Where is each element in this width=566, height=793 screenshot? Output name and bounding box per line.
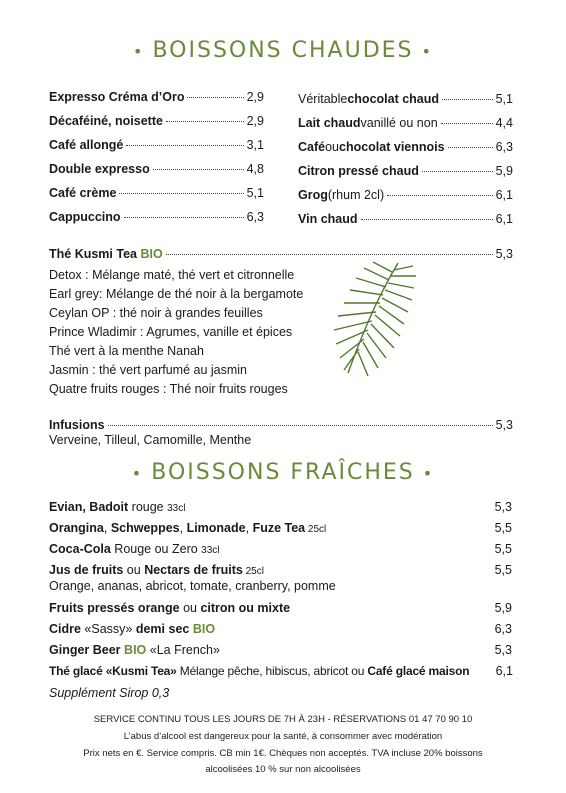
item-price: 5,5 xyxy=(494,542,512,556)
bullet-dot: • xyxy=(421,41,433,61)
item-detail: «Sassy» xyxy=(80,622,136,636)
item-name: Expresso Créma d’Oro xyxy=(49,90,185,104)
menu-item xyxy=(49,643,220,657)
item-name: Grog xyxy=(298,188,328,202)
tea-variety: Ceylan OP : thé noir à grandes feuilles xyxy=(49,306,263,320)
dot-leader xyxy=(126,145,243,146)
palm-leaf-icon xyxy=(328,258,418,380)
item-price: 2,9 xyxy=(246,114,264,128)
item-prefix: Véritable xyxy=(298,92,348,106)
tea-variety: Jasmin : thé vert parfumé au jasmin xyxy=(49,363,247,377)
item-detail: «La French» xyxy=(146,643,220,657)
tea-variety: Quatre fruits rouges : Thé noir fruits rouges xyxy=(49,382,288,396)
item-price: 6,3 xyxy=(246,210,264,224)
item-price: 5,5 xyxy=(494,521,512,535)
item-name-2: Schweppes xyxy=(110,521,180,535)
menu-item-infusions xyxy=(49,418,513,432)
cold-drinks-title: • BOISSONS FRAÎCHES • xyxy=(131,460,435,485)
item-name: Café allongé xyxy=(49,138,124,152)
menu-item xyxy=(49,114,264,128)
item-name: Citron pressé chaud xyxy=(298,164,419,178)
item-name: Orangina xyxy=(49,521,104,535)
item-price: 5,3 xyxy=(494,500,512,514)
menu-item-kusmi xyxy=(49,247,513,261)
dot-leader xyxy=(166,254,493,255)
item-name: Ginger Beer xyxy=(49,643,121,657)
item-name: Cappuccino xyxy=(49,210,121,224)
item-price: 6,1 xyxy=(495,212,513,226)
dot-leader xyxy=(441,123,493,124)
footer-prices: Prix nets en €. Service compris. CB min 1€. Chèques non acceptés. TVA incluse 20% boissons xyxy=(83,748,483,759)
item-price: 6,1 xyxy=(495,664,513,678)
item-price: 6,1 xyxy=(495,188,513,202)
item-name: Evian, Badoit xyxy=(49,500,129,514)
item-name: Thé Kusmi Tea xyxy=(49,247,137,261)
menu-item xyxy=(298,188,513,202)
item-name-4: Fuze Tea xyxy=(252,521,306,535)
item-name-2: Nectars de fruits xyxy=(144,563,243,577)
menu-item xyxy=(49,622,215,636)
item-name: Lait chaud xyxy=(298,116,361,130)
item-price: 5,3 xyxy=(495,418,513,432)
menu-item xyxy=(298,164,513,178)
juice-description: Orange, ananas, abricot, tomate, cranberry, pomme xyxy=(49,579,336,593)
tea-variety: Prince Wladimir : Agrumes, vanille et épices xyxy=(49,325,293,339)
item-name-3: Limonade xyxy=(186,521,246,535)
item-price: 5,1 xyxy=(246,186,264,200)
menu-item xyxy=(49,138,264,152)
footer-service: SERVICE CONTINU TOUS LES JOURS DE 7H À 23H - RÉSERVATIONS 01 47 70 90 10 xyxy=(93,714,473,725)
dot-leader xyxy=(442,99,493,100)
tea-variety: Earl grey: Mélange de thé noir à la bergamote xyxy=(49,287,304,301)
item-volume: 33cl xyxy=(201,545,220,556)
item-price: 2,9 xyxy=(246,90,264,104)
item-price: 5,5 xyxy=(494,563,512,577)
item-name-2: chocolat viennois xyxy=(339,140,445,154)
menu-item xyxy=(49,500,185,514)
item-price: 5,3 xyxy=(494,643,512,657)
bio-badge: BIO xyxy=(192,622,216,636)
item-name: Café crème xyxy=(49,186,117,200)
item-sep: , xyxy=(245,521,253,535)
menu-item xyxy=(298,116,513,130)
item-price: 5,3 xyxy=(495,247,513,261)
item-name-2: demi sec xyxy=(135,622,190,636)
item-volume: 33cl xyxy=(167,503,186,514)
item-sep: , xyxy=(179,521,187,535)
menu-item xyxy=(298,212,513,226)
tea-variety: Detox : Mélange maté, thé vert et citronnelle xyxy=(49,268,295,282)
dot-leader xyxy=(187,97,243,98)
item-detail: vanillé ou non xyxy=(360,116,438,130)
item-price: 4,4 xyxy=(495,116,513,130)
item-name: Vin chaud xyxy=(298,212,358,226)
item-price: 5,9 xyxy=(495,164,513,178)
bullet-dot: • xyxy=(131,463,144,483)
footer-tva: alcoolisées 10 % sur non alcoolisées xyxy=(205,764,361,775)
bullet-dot: • xyxy=(422,463,435,483)
menu-item xyxy=(49,521,326,535)
item-price: 3,1 xyxy=(246,138,264,152)
menu-item xyxy=(49,210,264,224)
tea-variety: Thé vert à la menthe Nanah xyxy=(49,344,204,358)
item-price: 5,9 xyxy=(494,601,512,615)
bio-badge: BIO xyxy=(140,247,163,261)
item-detail: Mélange pêche, hibiscus, abricot ou xyxy=(176,664,368,678)
bio-badge: BIO xyxy=(124,643,147,657)
item-price: 4,8 xyxy=(246,162,264,176)
item-price: 6,3 xyxy=(494,622,512,636)
item-detail: Rouge ou Zero xyxy=(110,542,202,556)
dot-leader xyxy=(387,195,492,196)
item-name: Café xyxy=(298,140,326,154)
dot-leader xyxy=(422,171,493,172)
item-detail: ou xyxy=(179,601,201,615)
dot-leader xyxy=(448,147,493,148)
item-name: Cidre xyxy=(49,622,81,636)
item-price: 6,3 xyxy=(495,140,513,154)
item-name: Double expresso xyxy=(49,162,150,176)
infusions-description: Verveine, Tilleul, Camomille, Menthe xyxy=(49,433,252,447)
footer-alcohol-warning: L’abus d’alcool est dangereux pour la santé, à consommer avec modération xyxy=(123,731,443,742)
dot-leader xyxy=(153,169,244,170)
item-name: Décaféiné, noisette xyxy=(49,114,163,128)
item-name: Coca-Cola xyxy=(49,542,111,556)
menu-item xyxy=(298,140,513,154)
item-name: Thé glacé «Kusmi Tea» xyxy=(49,664,177,678)
item-name: Jus de fruits xyxy=(49,563,124,577)
item-name: Infusions xyxy=(49,418,105,432)
bullet-dot: • xyxy=(133,41,145,61)
hot-drinks-title: • BOISSONS CHAUDES • xyxy=(133,38,433,63)
sirop-supplement: Supplément Sirop 0,3 xyxy=(49,686,170,700)
item-detail: (rhum 2cl) xyxy=(327,188,385,202)
item-volume: 25cl xyxy=(305,524,327,535)
item-name-2: Café glacé maison xyxy=(367,664,470,678)
dot-leader xyxy=(361,219,493,220)
dot-leader xyxy=(166,121,244,122)
menu-item xyxy=(49,542,220,556)
item-name: Fruits pressés orange xyxy=(49,601,180,615)
menu-item xyxy=(49,162,264,176)
item-detail: rouge xyxy=(128,500,168,514)
menu-item xyxy=(298,92,513,106)
menu-item xyxy=(49,563,264,577)
menu-item xyxy=(49,601,290,615)
item-name: chocolat chaud xyxy=(347,92,440,106)
dot-leader xyxy=(108,425,493,426)
item-price: 5,1 xyxy=(495,92,513,106)
menu-item xyxy=(49,186,264,200)
item-name-2: citron ou mixte xyxy=(200,601,291,615)
item-volume: 25cl xyxy=(242,566,264,577)
item-detail: ou xyxy=(123,563,145,577)
dot-leader xyxy=(119,193,243,194)
item-sep: , xyxy=(103,521,111,535)
dot-leader xyxy=(124,217,244,218)
menu-item xyxy=(49,90,264,104)
item-detail: ou xyxy=(325,140,339,154)
menu-item xyxy=(49,664,469,678)
